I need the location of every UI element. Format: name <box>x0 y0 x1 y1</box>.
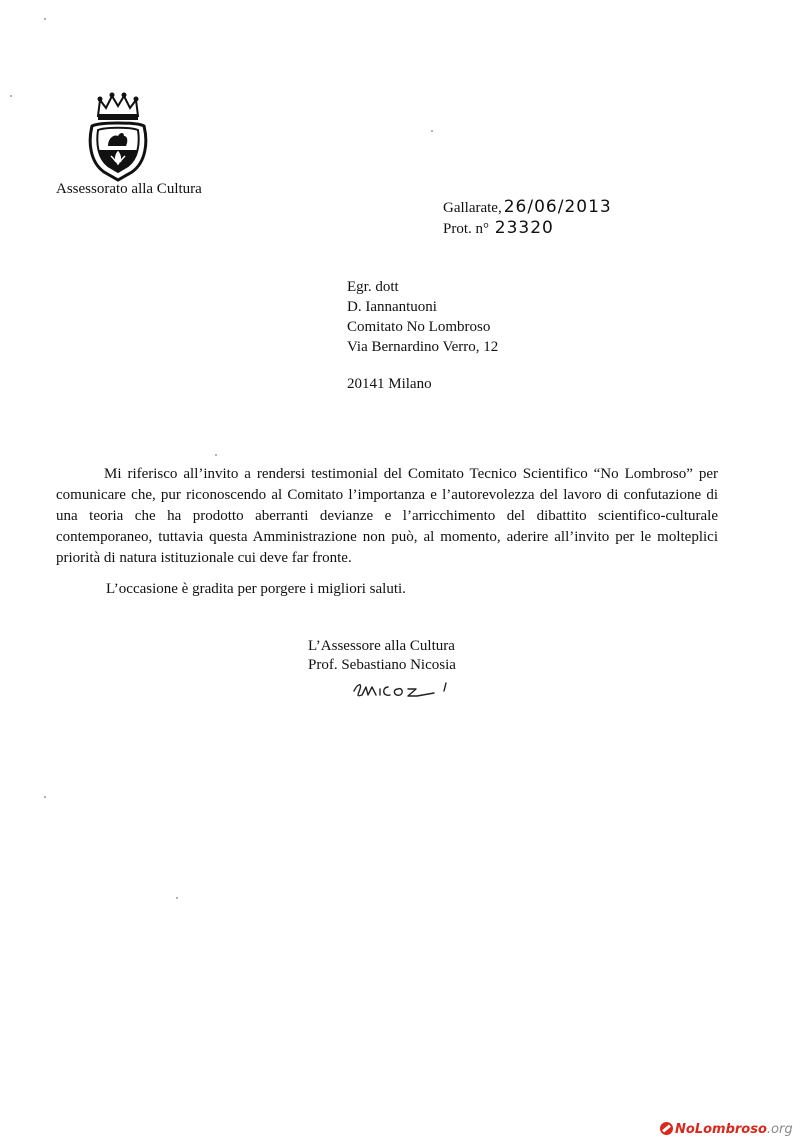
handwritten-signature <box>348 677 456 703</box>
scan-speck <box>215 454 217 456</box>
scan-speck <box>10 95 12 97</box>
letter-body-paragraph: Mi riferisco all’invito a rendersi testimonial del Comitato Tecnico Scientifico “No Lombroso” per comunicare che, pur riconoscendo al Comitato l’importanza e l’autorevolezza del lavoro di confutazione di una teoria che ha prodotto aberranti devianze e l’arricchimento del dibattito scientifico-culturale contemporaneo, tuttavia questa Amministrazione non può, al momento, aderire all’invito per le molteplici priorità di natura istituzionale cui deve far fronte. <box>56 466 718 566</box>
protocol-line <box>443 218 612 239</box>
watermark-part-1: No <box>675 1122 695 1137</box>
handwritten-date: 26/06/2013 <box>503 197 612 217</box>
place-label: Gallarate, <box>443 200 502 216</box>
watermark-part-2: Lombroso <box>694 1122 767 1137</box>
recipient-city: 20141 Milano <box>347 376 432 392</box>
signature-block <box>308 637 456 675</box>
no-sign-icon <box>660 1122 673 1135</box>
department-name: Assessorato alla Cultura <box>56 181 202 197</box>
place-date-line <box>443 197 612 218</box>
scan-speck <box>176 897 178 899</box>
recipient-address <box>347 277 498 394</box>
handwritten-protocol-number: 23320 <box>494 218 554 238</box>
closing-line: L’occasione è gradita per porgere i migliori saluti. <box>106 581 406 597</box>
recipient-line: Via Bernardino Verro, 12 <box>347 339 499 355</box>
recipient-line: D. Iannantuoni <box>347 299 437 315</box>
signatory-name: Prof. Sebastiano Nicosia <box>308 657 456 673</box>
site-watermark <box>660 1122 793 1137</box>
dateline <box>443 197 612 239</box>
signatory-title: L’Assessore alla Cultura <box>308 638 455 654</box>
scan-speck <box>44 18 46 20</box>
scan-speck <box>431 130 433 132</box>
protocol-label: Prot. n° <box>443 221 490 237</box>
scan-speck <box>44 796 46 798</box>
municipal-coat-of-arms-icon <box>86 92 150 184</box>
recipient-line: Comitato No Lombroso <box>347 319 491 335</box>
recipient-line: Egr. dott <box>347 279 399 295</box>
watermark-part-3: .org <box>766 1122 793 1137</box>
